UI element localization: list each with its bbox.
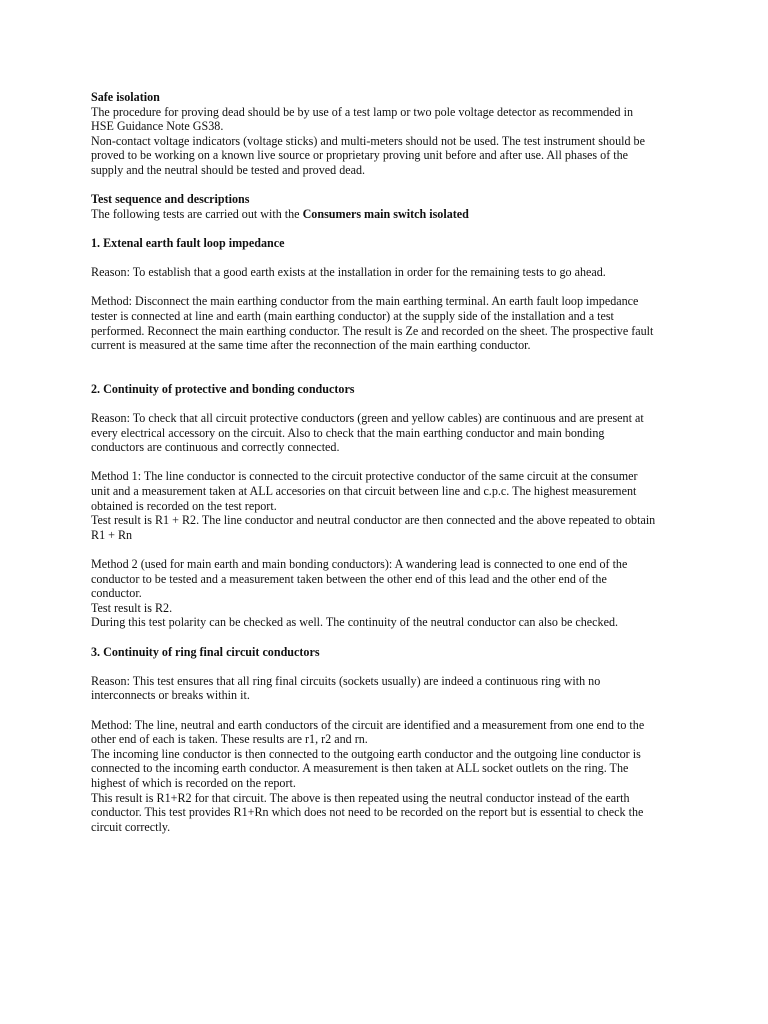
paragraph-line: R1 + Rn xyxy=(91,527,133,542)
paragraph-line: interconnects or breaks within it. xyxy=(91,688,250,703)
paragraph-line: HSE Guidance Note GS38. xyxy=(91,119,224,134)
intro-text: The following tests are carried out with the xyxy=(91,206,303,221)
test-sequence-intro xyxy=(91,207,696,222)
paragraph-line: Non-contact voltage indicators (voltage sticks) and multi-meters should not be used. The test instrument should be xyxy=(91,133,645,148)
paragraph-line: Reason: To establish that a good earth exists at the installation in order for the remaining tests to go ahead. xyxy=(91,265,606,280)
paragraph-line: circuit correctly. xyxy=(91,819,171,834)
paragraph-line: conductor to be tested and a measurement taken between the other end of this lead and the other end of the xyxy=(91,571,607,586)
paragraph-line: Test result is R2. xyxy=(91,600,173,615)
paragraph-line: Method 2 (used for main earth and main bonding conductors): A wandering lead is connected to one end of the xyxy=(91,557,628,571)
paragraph-line: tester is connected at line and earth (main earthing conductor) at the supply side of the installation and a test xyxy=(91,308,614,323)
paragraph-line: Method: Disconnect the main earthing conductor from the main earthing terminal. An earth fault loop impedance xyxy=(91,294,639,309)
paragraph-line: The incoming line conductor is then connected to the outgoing earth conductor and the outgoing line conductor is xyxy=(91,746,641,761)
heading-safe-isolation: Safe isolation xyxy=(91,90,160,104)
paragraph-line: Test result is R1 + R2. The line conductor and neutral conductor are then connected and the above repeated to obtain xyxy=(91,513,656,528)
paragraph-line: conductor. xyxy=(91,586,142,601)
paragraph-line: Method 1: The line conductor is connected to the circuit protective conductor of the same circuit at the consumer xyxy=(91,469,638,484)
paragraph-line: performed. Reconnect the main earthing conductor. The result is Ze and recorded on the sheet. The prospective fault xyxy=(91,323,654,338)
paragraph-line: conductors are continuous and correctly connected. xyxy=(91,440,340,455)
paragraph-line: This result is R1+R2 for that circuit. The above is then repeated using the neutral conductor instead of the earth xyxy=(91,790,630,805)
paragraph-line: The procedure for proving dead should be by use of a test lamp or two pole voltage detector as recommended in xyxy=(91,104,634,119)
paragraph-line: obtained is recorded on the test report. xyxy=(91,498,277,513)
heading-test-3: 3. Continuity of ring final circuit conductors xyxy=(91,644,320,659)
heading-test-sequence: Test sequence and descriptions xyxy=(91,192,250,207)
paragraph-line: supply and the neutral should be tested and proved dead. xyxy=(91,162,366,177)
paragraph-line: Reason: To check that all circuit protective conductors (green and yellow cables) are continuous and are present at xyxy=(91,411,644,426)
paragraph-line: connected to the incoming earth conductor. A measurement is then taken at ALL socket outlets on the ring. The xyxy=(91,761,629,776)
paragraph-line: conductor. This test provides R1+Rn which does not need to be recorded on the report but is essential to check the xyxy=(91,805,644,820)
paragraph-line: Reason: This test ensures that all ring final circuits (sockets usually) are indeed a continuous ring with no xyxy=(91,673,601,688)
paragraph-line: every electrical accessory on the circuit. Also to check that the main earthing conductor and main bonding xyxy=(91,425,605,440)
paragraph-line: highest of which is recorded on the report. xyxy=(91,775,296,790)
heading-test-1: 1. Extenal earth fault loop impedance xyxy=(91,235,285,250)
paragraph-line: current is measured at the same time after the reconnection of the main earthing conductor. xyxy=(91,338,531,353)
paragraph-line: other end of each is taken. These results are r1, r2 and rn. xyxy=(91,732,368,747)
intro-bold-text: Consumers main switch isolated xyxy=(302,206,469,221)
heading-test-2: 2. Continuity of protective and bonding conductors xyxy=(91,381,355,396)
paragraph-line: During this test polarity can be checked as well. The continuity of the neutral conductor can also be checked. xyxy=(91,615,619,630)
paragraph-line: unit and a measurement taken at ALL accesories on that circuit between line and c.p.c. The highest measurement xyxy=(91,484,637,499)
paragraph-line: Method: The line, neutral and earth conductors of the circuit are identified and a measurement from one end to the xyxy=(91,717,645,732)
paragraph-line: proved to be working on a known live source or proprietary proving unit before and after use. All phases of the xyxy=(91,148,629,163)
